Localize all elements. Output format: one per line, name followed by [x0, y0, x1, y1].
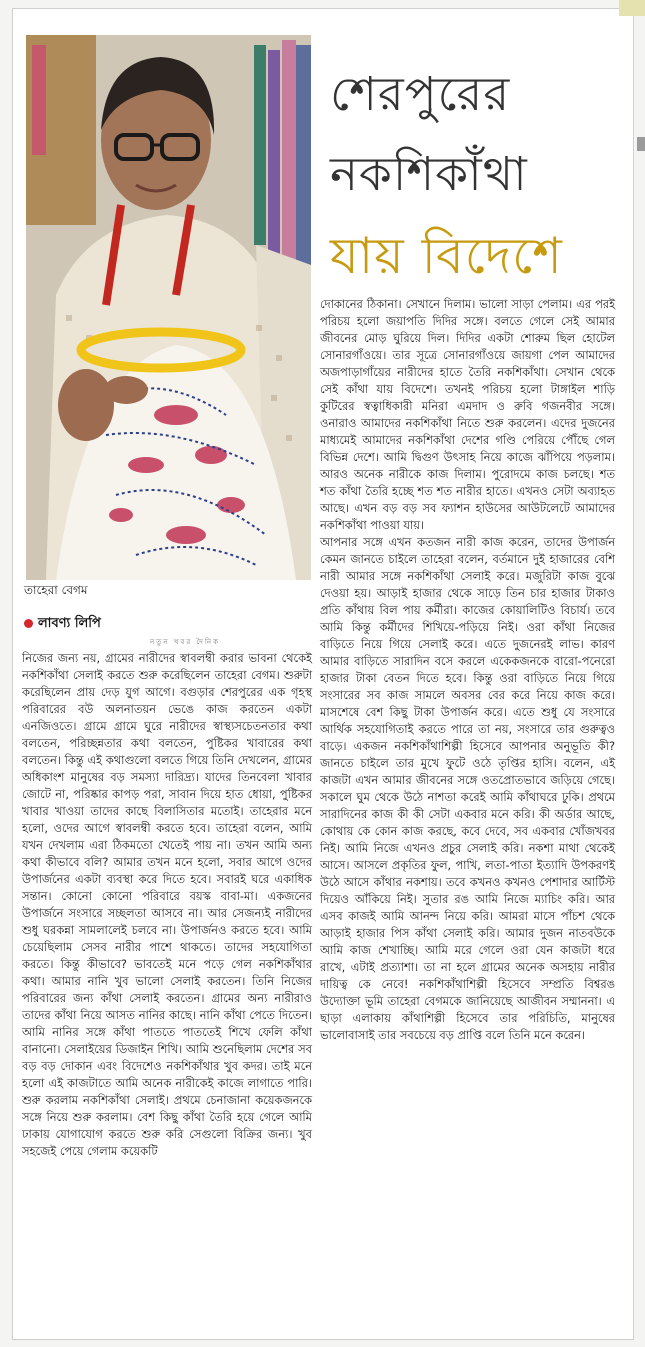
byline-dot-icon [24, 619, 33, 628]
article-photo [26, 35, 311, 580]
watermark: নতুন খবর দৈনিক [150, 638, 220, 646]
headline-line-1: শেরপুরের [330, 67, 511, 122]
article-paragraph: দোকানের ঠিকানা। সেখানে দিলাম। ভালো সাড়া পেলাম। এর পরই পরিচয় হলো জয়াপতি দিদির সঙ্গে। বলতে গেলে সেই আমার জীবনের মোড় ঘুরিয়ে দিল। দিদির একটা শোরুম ছিল হোটেল সোনারগাঁওয়ে। তার সূত্রে সোনারগাঁওয়ে জায়গা পেল আমাদের অজপাড়াগাঁয়ের নারীদের হাতে তৈরি নকশিকাঁথা। সেখান থেকে সেই কাঁথা যায় বিদেশে। তখনই পরিচয় হলো টাঙ্গাইল শাড়ি কুটিরের স্বত্বাধিকারী মনিরা এমদাদ ও রুবি গজনবীর সঙ্গে। ওনারাও আমাদের নকশিকাঁথা নিতে শুরু করলেন। এদের দুজনের মাধ্যমেই আমাদের নকশিকাঁথা দেশের গণ্ডি পেরিয়ে পৌঁছে গেল বিভিন্ন দেশে। আমি দ্বিগুণ উৎসাহ নিয়ে কাজে ঝাঁপিয়ে পড়লাম। আরও অনেক নারীকে কাজ দিলাম। পুরোদমে কাজ চলছে। শত শত কাঁথা তৈরি হচ্ছে শত শত নারীর হাতে। এখনও সেটা অব্যাহত আছে। এখন বড় বড় সব ফ্যাশন হাউসের আউটলেটে আমাদের নকশিকাঁথা পাওয়া যায়। [320, 297, 615, 532]
page-side-tick [637, 137, 645, 151]
article-column-right [320, 296, 615, 1044]
page-corner-mark [619, 0, 645, 16]
headline [330, 55, 620, 297]
byline-author: লাবণ্য লিপি [38, 616, 101, 631]
article-column-left [22, 650, 312, 1160]
photo-caption: তাহেরা বেগম [24, 583, 88, 597]
byline [24, 614, 101, 635]
article-paragraph: নিজের জন্য নয়, গ্রামের নারীদের স্বাবলম্বী করার ভাবনা থেকেই নকশিকাঁথা সেলাই করতে শুরু করেছিলেন তাহেরা বেগম। শুরুটা করেছিলেন প্রায় দেড় যুগ আগে। বগুড়ার শেরপুরের এক গৃহস্থ পরিবারের বউ অলনাতয়ন ভেঙে কাজ করতেন একটা এনজিওতে। গ্রামে গ্রামে ঘুরে নারীদের স্বাস্থ্যসচেতনতার কথা বলতেন, পরিচ্ছন্নতার কথা বলতেন, পুষ্টিকর খাবারের কথা বলতেন। কিন্তু এই কথাগুলো বলতে গিয়ে তিনি দেখলেন, গ্রামের অধিকাংশ মানুষের বড় সমস্যা দারিদ্র্য। যাদের তিনবেলা খাবার জোটে না, পরিষ্কার কাপড় পরা, সাবান দিয়ে হাত ধোয়া, পুষ্টিকর খাবার খাওয়া তাদের কাছে বিলাসিতার মতোই। তাহেরার মনে হলো, ওদের আগে স্বাবলম্বী করতে হবে। তাহেরা বলেন, আমি যখন দেখলাম এরা ঠিকমতো খেতেই পায় না। তখন আমি অন্য কথা কীভাবে বলি? আমার তখন মনে হলো, সবার আগে ওদের উপার্জনের একটা ব্যবস্থা করে দিতে হবে। সবারই ঘরে একাধিক সন্তান। কোনো কোনো পরিবারে বয়স্ক বাবা-মা। একজনের উপার্জনে সংসারে সচ্ছলতা আসবে না। আর সেজন্যই নারীদের শুধু ঘরকন্না সামলালেই চলবে না। উপার্জনও করতে হবে। আমি চেয়েছিলাম সেসব নারীর পাশে থাকতে। তাদের সহযোগিতা করতে। কিন্তু কীভাবে? ভাবতেই মনে পড়ে গেল নকশিকাঁথার কথা। আমার নানি খুব ভালো সেলাই করতেন। তিনি নিজের পরিবারের জন্য কাঁথা সেলাই করতেন। গ্রামের অন্য নারীরাও তাদের কাঁথা নিয়ে আসত নানির কাছে। নানি কাঁথা পেতে দিতেন। আমি নানির সঙ্গে কাঁথা পাততে পাততেই শিখে ফেলি কাঁথা বানানো। সেলাইয়ের ডিজাইন শিখি। আমি শুনেছিলাম দেশের সব বড় বড় দোকান এবং বিদেশেও নকশিকাঁথার খুব কদর। তাই মনে হলো এই কাজটাতে আমি অনেক নারীকেই কাজে লাগাতে পারি। শুরু করলাম নকশিকাঁথা সেলাই। প্রথমে চেনাজানা কয়েকজনকে সঙ্গে নিয়ে শুরু করলাম। বেশ কিছু কাঁথা তৈরি হয়ে গেলে আমি ঢাকায় যোগাযোগ করতে শুরু করি সেগুলো বিক্রির জন্য। খুব সহজেই পেয়ে গেলাম কয়েকটি [22, 651, 312, 1158]
headline-line-3: যায় বিদেশে [330, 227, 563, 285]
headline-line-2: নকশিকাঁথা [330, 147, 528, 202]
article-paragraph: আপনার সঙ্গে এখন কতজন নারী কাজ করেন, তাদের উপার্জন কেমন জানতে চাইলে তাহেরা বলেন, বর্তমানে দুই হাজারের বেশি নারী আমার সঙ্গে নকশিকাঁথা সেলাই করে। মজুরিটা কাজ বুঝে দেওয়া হয়। আড়াই হাজার থেকে সাড়ে তিন চার হাজার টাকাও প্রতি কাঁথায় বিল পায় কর্মীরা। কাজের কোয়ালিটিও বিচার্য। তবে আমি কিন্তু কর্মীদের শিখিয়ে-পড়িয়ে নিই। ওরা কাঁথা নিজের বাড়িতে নিয়ে গিয়ে সেলাই করে। এতে দুজনেরই লাভ। কারণ আমার বাড়িতে সারাদিন বসে করলে একেকজনকে বারো-পনেরো হাজার টাকা বেতন দিতে হবে। কিন্তু ওরা বাড়িতে নিয়ে গিয়ে সংসারের সব কাজ সামলে অবসর বের করে নিয়ে কাজ করে। মাসশেষে বেশ কিছু টাকা উপার্জন করে। এতে শুধু যে সংসারে আর্থিক সহযোগিতাই করতে পারে তা নয়, সংসারে তার গুরুত্বও বাড়ে। একজন নকশিকাঁথাশিল্পী হিসেবে আপনার অনুভূতি কী? জানতে চাইলে তার মুখে ফুটে ওঠে তৃপ্তির হাসি। বলেন, এই কাজটা এখন আমার জীবনের সঙ্গে ওতপ্রোতভাবে জড়িয়ে গেছে। সকালে ঘুম থেকে উঠে নাশতা করেই আমি কাঁথাঘরে ঢুকি। প্রথমে সারাদিনের কাজ কী কী সেটা একবার মনে করি। কী অর্ডার আছে, কোথায় কে কোন কাজ করছে, কবে দেবে, সব একবার খোঁজখবর নিই। আমি নিজে এখনও প্রচুর সেলাই করি। নকশা মাথা থেকেই আসে। আসলে প্রকৃতির ফুল, পাখি, লতা-পাতা ইত্যাদি উপকরণই উঠে আসে কাঁথার নকশায়। তবে কখনও কখনও পেশাদার আর্টিস্ট দিয়েও আঁকিয়ে নিই। সুতার রঙ আমি নিজে ম্যাচিং করি। আর এসব কাজই আমি আনন্দ নিয়ে করি। আমরা মাসে পাঁচশ থেকে আড়াই হাজার পিস কাঁথা সেলাই করি। আমার দুজন নাতবউকে আমি কাজ শেখাচ্ছি। আমি মরে গেলে ওরা যেন কাজটা ধরে রাখে, এটাই প্রত্যাশা। তা না হলে গ্রামের অনেক অসহায় নারীর দায়িত্ব কে নেবে! নকশিকাঁথাশিল্পী হিসেবে সম্প্রতি বিশ্বরঙ উদ্যোক্তা ভূমি তাহেরা বেগমকে জানিয়েছে আজীবন সম্মাননা। এ ছাড়া এলাকায় কাঁথাশিল্পী হিসেবে তার পরিচিতি, মানুষের ভালোবাসাই তার সবচেয়ে বড় প্রাপ্তি বলে তিনি মনে করেন। [320, 535, 615, 1042]
